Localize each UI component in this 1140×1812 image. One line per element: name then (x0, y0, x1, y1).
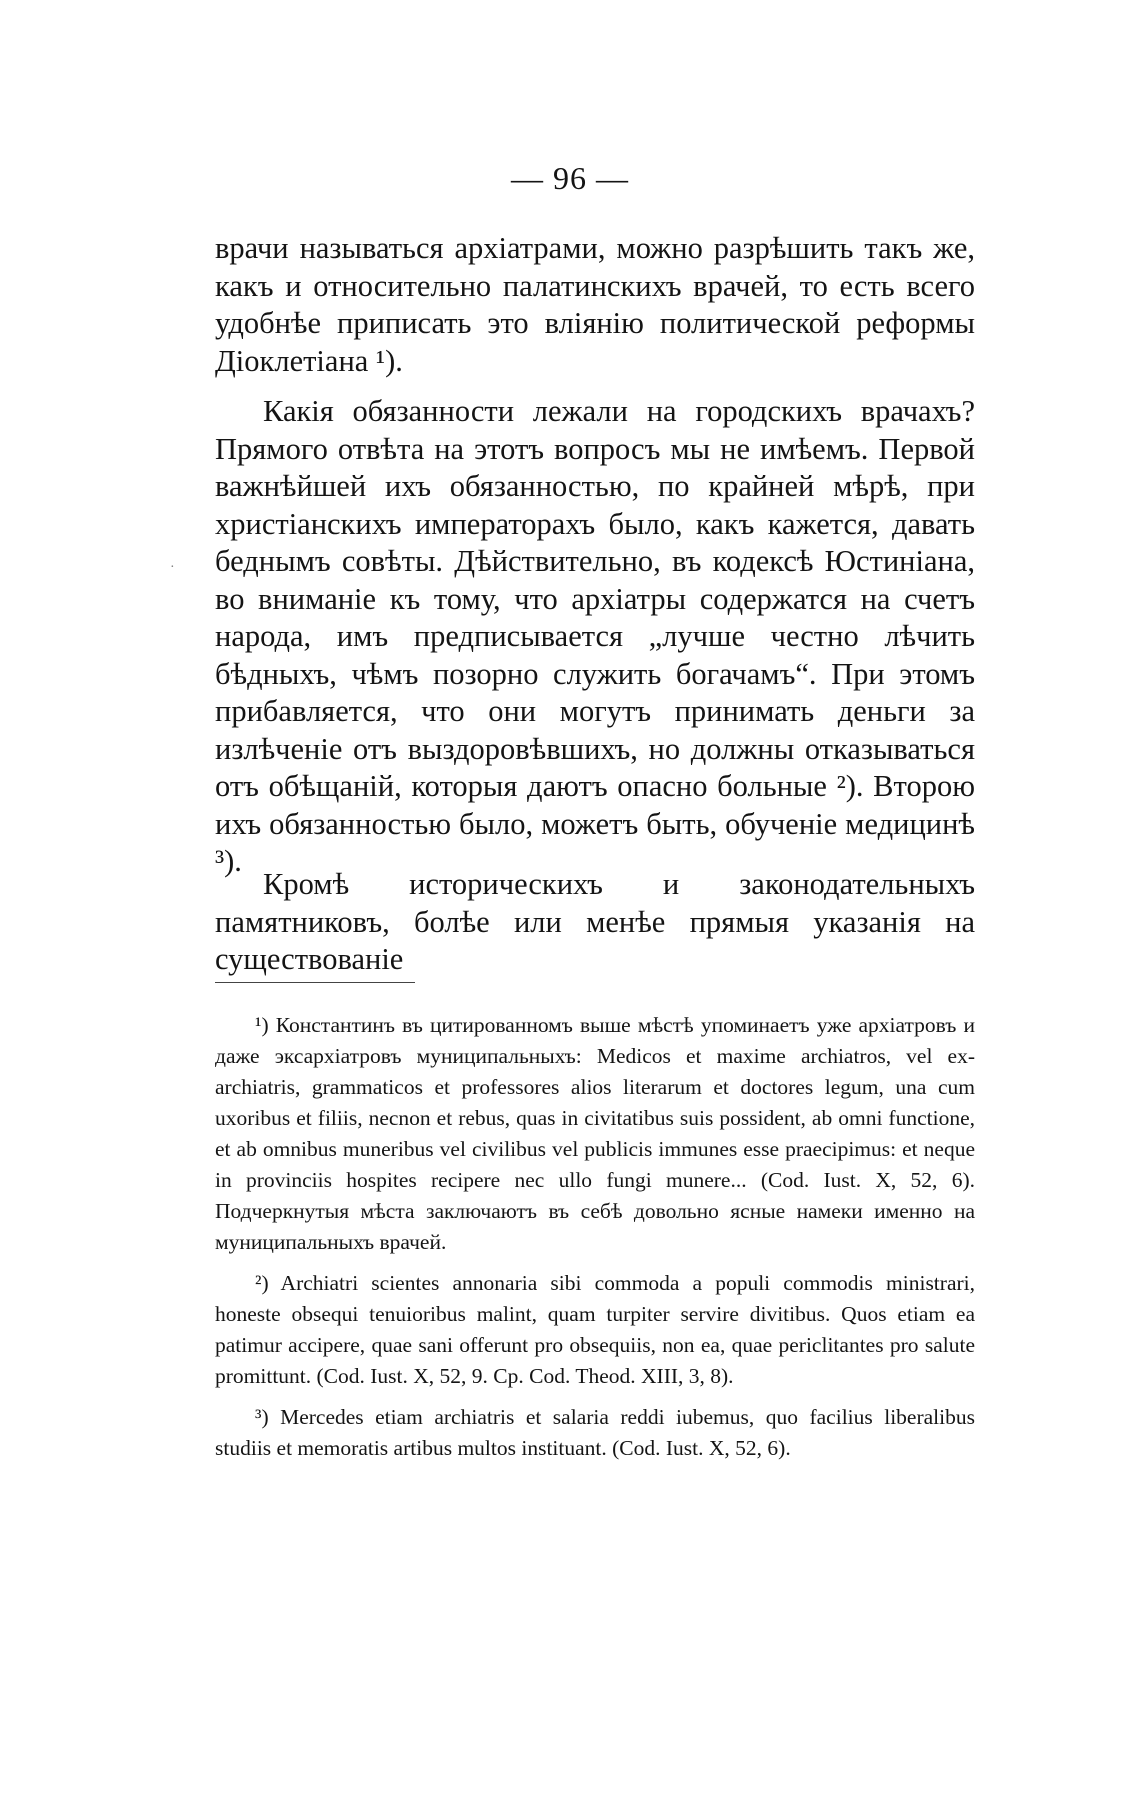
body-paragraph-2 (215, 393, 975, 881)
paragraph-text: Какія обязанности лежали на городскихъ врачахъ? Прямого отвѣта на этотъ вопросъ мы не имѣемъ. Первой важнѣйшей ихъ обязанностью, по крайней мѣрѣ, при христіанскихъ императорахъ было, какъ кажется, давать беднымъ совѣты. Дѣйствительно, въ кодексѣ Юстиніана, во вниманіе къ тому, что архіатры содержатся на счетъ народа, имъ предписывается „лучше честно лѣчить бѣдныхъ, чѣмъ позорно служить богачамъ“. При этомъ прибавляется, что они могутъ принимать деньги за излѣченіе отъ выздоровѣвшихъ, но должны отказываться отъ обѣщаній, которыя даютъ опасно больные ²). Второю ихъ обязанностью было, можетъ быть, обученіе медицинѣ ³). (215, 394, 975, 878)
margin-dot: · (170, 560, 175, 575)
footnote-3: ³) Mercedes etiam archiatris et salaria reddi iubemus, quo facilius liberalibus studiis et memoratis artibus multos instituant. (Cod. Iust. X, 52, 6). (215, 1405, 975, 1460)
paragraph-text: Кромѣ историческихъ и законодательныхъ памятниковъ, болѣе или менѣе прямыя указанія на существованіе (215, 867, 975, 976)
body-paragraph-1 (215, 230, 975, 380)
paragraph-text: врачи называться архіатрами, можно разрѣшить такъ же, какъ и относительно палатинскихъ врачей, то есть всего удобнѣе приписать это вліянію политической реформы Діоклетіана ¹). (215, 231, 975, 378)
body-paragraph-3 (215, 866, 975, 979)
footnote-1: ¹) Константинъ въ цитированномъ выше мѣстѣ упоминаетъ уже архіатровъ и даже эксархіатровъ муниципальныхъ: Medicos et maxime archiatros, vel ex-archiatris, grammaticos et professores alios literarum et doctores legum, una cum uxoribus et filiis, necnon et rebus, quas in civitatibus suis possident, ab omni functione, et ab omnibus muneribus vel civilibus vel publicis immunes esse praecipimus: et neque in provinciis hospites recipere nec ullo fungi munere... (Cod. Iust. X, 52, 6). Подчеркнутыя мѣста заключаютъ въ себѣ довольно ясные намеки именно на муниципальныхъ врачей. (215, 1013, 975, 1254)
footnotes (215, 1010, 975, 1474)
footnote-divider (215, 982, 415, 983)
footnote-2: ²) Archiatri scientes annonaria sibi commoda a populi commodis ministrari, honeste obsequi tenuioribus malint, quam turpiter servire divitibus. Quos etiam ea patimur accipere, quae sani offerunt pro obsequiis, non ea, quae periclitantes pro salute promittunt. (Cod. Iust. X, 52, 9. Cp. Cod. Theod. XIII, 3, 8). (215, 1271, 975, 1388)
page-number: — 96 — (511, 160, 629, 196)
